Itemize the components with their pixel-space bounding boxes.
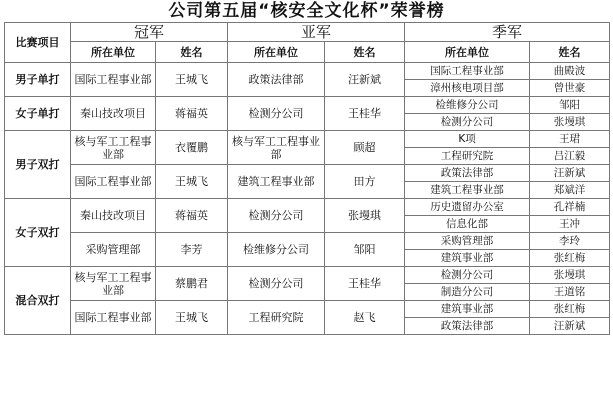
header-row-sub bbox=[5, 42, 610, 63]
champion-unit-header: 所在单位 bbox=[71, 42, 156, 63]
runner-up-unit: 工程研究院 bbox=[228, 301, 325, 335]
champion-unit: 国际工程事业部 bbox=[71, 301, 156, 335]
runner-up-name: 田方 bbox=[325, 165, 405, 199]
third-place-header: 季军 bbox=[405, 23, 610, 42]
third-unit: 工程研究院 bbox=[405, 148, 530, 165]
champion-unit: 核与军工工程事业部 bbox=[71, 267, 156, 301]
champion-name: 蒋福英 bbox=[156, 97, 228, 131]
third-unit: 历史遗留办公室 bbox=[405, 199, 530, 216]
champion-name: 蔡鹏君 bbox=[156, 267, 228, 301]
champion-unit: 国际工程事业部 bbox=[71, 63, 156, 97]
champion-name: 李芳 bbox=[156, 233, 228, 267]
champion-name: 王城飞 bbox=[156, 63, 228, 97]
runner-up-name: 赵飞 bbox=[325, 301, 405, 335]
champion-name-header: 姓名 bbox=[156, 42, 228, 63]
third-name: 曾世豪 bbox=[530, 80, 610, 97]
third-unit: K项 bbox=[405, 131, 530, 148]
third-name: 曲殿波 bbox=[530, 63, 610, 80]
third-unit: 漳州核电项目部 bbox=[405, 80, 530, 97]
third-unit: 建筑事业部 bbox=[405, 301, 530, 318]
third-name: 王珺 bbox=[530, 131, 610, 148]
champion-header: 冠军 bbox=[71, 23, 228, 42]
runner-up-unit: 检维修分公司 bbox=[228, 233, 325, 267]
table-row bbox=[5, 63, 610, 80]
champion-unit: 秦山技改项目 bbox=[71, 97, 156, 131]
table-row bbox=[5, 131, 610, 148]
honor-table bbox=[4, 22, 610, 335]
third-name: 李玲 bbox=[530, 233, 610, 250]
runner-up-unit: 建筑工程事业部 bbox=[228, 165, 325, 199]
third-name: 吕江毅 bbox=[530, 148, 610, 165]
champion-unit: 秦山技改项目 bbox=[71, 199, 156, 233]
runner-up-name: 邹阳 bbox=[325, 233, 405, 267]
third-unit: 建筑事业部 bbox=[405, 250, 530, 267]
champion-unit: 国际工程事业部 bbox=[71, 165, 156, 199]
table-row bbox=[5, 97, 610, 114]
champion-name: 王城飞 bbox=[156, 165, 228, 199]
table-row bbox=[5, 165, 610, 182]
third-unit: 信息化部 bbox=[405, 216, 530, 233]
champion-name: 衣覆鹏 bbox=[156, 131, 228, 165]
runner-up-name-header: 姓名 bbox=[325, 42, 405, 63]
champion-name: 王城飞 bbox=[156, 301, 228, 335]
third-unit: 检测分公司 bbox=[405, 267, 530, 284]
runner-up-unit: 检测分公司 bbox=[228, 97, 325, 131]
runner-up-unit: 政策法律部 bbox=[228, 63, 325, 97]
table-row bbox=[5, 301, 610, 318]
third-name: 张红梅 bbox=[530, 250, 610, 267]
runner-up-unit: 核与军工工程事业部 bbox=[228, 131, 325, 165]
third-unit: 国际工程事业部 bbox=[405, 63, 530, 80]
third-unit: 采购管理部 bbox=[405, 233, 530, 250]
event-name: 混合双打 bbox=[5, 267, 71, 335]
third-name: 张墁琪 bbox=[530, 114, 610, 131]
runner-up-name: 王桂华 bbox=[325, 267, 405, 301]
header-row-main bbox=[5, 23, 610, 42]
runner-up-header: 亚军 bbox=[228, 23, 405, 42]
third-name-header: 姓名 bbox=[530, 42, 610, 63]
third-unit: 检测分公司 bbox=[405, 114, 530, 131]
runner-up-name: 张墁琪 bbox=[325, 199, 405, 233]
third-unit: 检维修分公司 bbox=[405, 97, 530, 114]
runner-up-name: 汪新斌 bbox=[325, 63, 405, 97]
third-name: 汪新斌 bbox=[530, 318, 610, 335]
third-unit: 建筑工程事业部 bbox=[405, 182, 530, 199]
third-name: 张墁琪 bbox=[530, 267, 610, 284]
third-unit: 政策法律部 bbox=[405, 165, 530, 182]
champion-name: 蒋福英 bbox=[156, 199, 228, 233]
runner-up-unit: 检测分公司 bbox=[228, 267, 325, 301]
table-row bbox=[5, 267, 610, 284]
third-unit-header: 所在单位 bbox=[405, 42, 530, 63]
event-name: 女子单打 bbox=[5, 97, 71, 131]
event-name: 男子双打 bbox=[5, 131, 71, 199]
third-name: 王冲 bbox=[530, 216, 610, 233]
runner-up-unit-header: 所在单位 bbox=[228, 42, 325, 63]
event-name: 女子双打 bbox=[5, 199, 71, 267]
event-header: 比赛项目 bbox=[5, 23, 71, 63]
table-row bbox=[5, 199, 610, 216]
champion-unit: 核与军工工程事业部 bbox=[71, 131, 156, 165]
third-name: 孔祥楠 bbox=[530, 199, 610, 216]
runner-up-name: 顾超 bbox=[325, 131, 405, 165]
event-name: 男子单打 bbox=[5, 63, 71, 97]
champion-unit: 采购管理部 bbox=[71, 233, 156, 267]
third-unit: 政策法律部 bbox=[405, 318, 530, 335]
runner-up-name: 王桂华 bbox=[325, 97, 405, 131]
third-name: 王道铭 bbox=[530, 284, 610, 301]
third-name: 汪新斌 bbox=[530, 165, 610, 182]
runner-up-unit: 检测分公司 bbox=[228, 199, 325, 233]
table-row bbox=[5, 233, 610, 250]
third-name: 邹阳 bbox=[530, 97, 610, 114]
page-title: 公司第五届“核安全文化杯”荣誉榜 bbox=[168, 1, 445, 21]
third-unit: 制造分公司 bbox=[405, 284, 530, 301]
third-name: 郑斌洋 bbox=[530, 182, 610, 199]
third-name: 张红梅 bbox=[530, 301, 610, 318]
